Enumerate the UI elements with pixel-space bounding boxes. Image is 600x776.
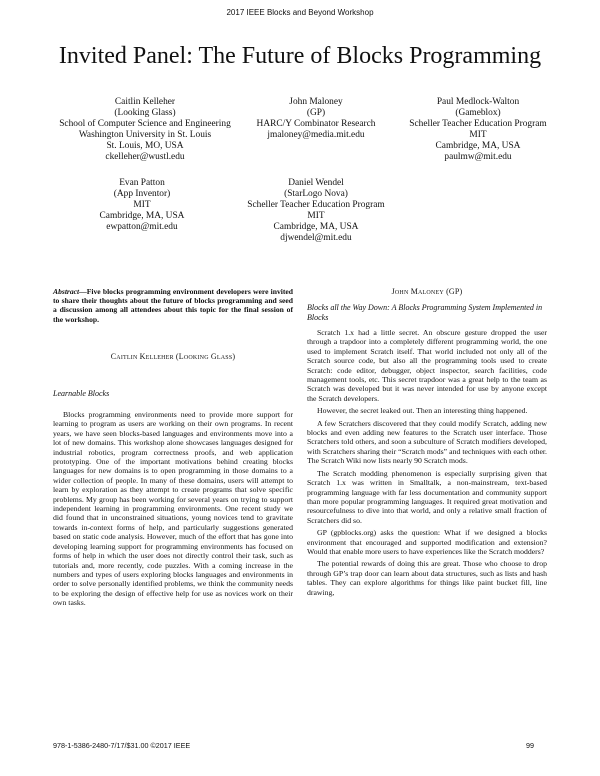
author-name: Evan Patton	[119, 178, 165, 188]
author-line: Scheller Teacher Education Program	[247, 200, 385, 210]
author-line: Cambridge, MA, USA	[273, 222, 359, 232]
author-name: Paul Medlock-Walton	[436, 97, 520, 107]
abstract-lead: Abstract	[53, 287, 80, 296]
author-block	[378, 97, 578, 163]
author-name: Caitlin Kelleher	[114, 97, 176, 107]
paragraph: Scratch 1.x had a little secret. An obscure gesture dropped the user through a trapdoor into a completely different programming world, the one used to implement Scratch itself. That world included not only all of the Scratch source code, but also all the programming tools used to create Scratch: code editor, debugger, object inspector, search facilities, code management tools, etc. This secret trapdoor was a great help to the team as Scratch was developed but it was never intended for use by anyone except the Scratch developers.	[307, 328, 547, 403]
author-line: (Gameblox)	[455, 108, 501, 118]
author-line: HARC/Y Combinator Research	[256, 119, 376, 129]
author-line: St. Louis, MO, USA	[106, 141, 184, 151]
paragraph: A few Scratchers discovered that they could modify Scratch, adding new blocks and even adding new features to the Scratch user interface. Those Scratchers told others, and soon a subculture of Scratch modifiers developed, with Scratchers sharing their “Scratch mods” and techniques with each other. The Scratch Wiki now lists nearly 90 Scratch mods.	[307, 418, 547, 466]
author-email: djwendel@mit.edu	[280, 233, 352, 243]
author-line: Cambridge, MA, USA	[99, 211, 185, 221]
author-name: Daniel Wendel	[288, 178, 344, 188]
author-email: ewpatton@mit.edu	[106, 222, 178, 232]
author-line: (StarLogo Nova)	[284, 189, 348, 199]
conference-header: 2017 IEEE Blocks and Beyond Workshop	[226, 8, 374, 17]
author-line: Scheller Teacher Education Program	[409, 119, 547, 129]
author-line: MIT	[133, 200, 151, 210]
right-column-body	[307, 328, 547, 725]
author-email: jmaloney@media.mit.edu	[267, 130, 365, 140]
left-column-body	[53, 410, 293, 611]
subsection-heading: Blocks all the Way Down: A Blocks Programming System Implemented in Blocks	[307, 303, 543, 322]
author-line: Washington University in St. Louis	[78, 130, 212, 140]
abstract-text: —Five blocks programming environment developers were invited to share their thoughts about the future of blocks programming and seed a discussion among all attendees about this topic for the final session of the workshop.	[53, 287, 293, 324]
author-line: (App Inventor)	[113, 189, 171, 199]
author-line: School of Computer Science and Engineering	[59, 119, 231, 129]
section-heading-maloney: John Maloney (GP)	[391, 287, 463, 296]
copyright-footer: 978-1-5386-2480-7/17/$31.00 ©2017 IEEE	[53, 741, 191, 750]
author-block	[216, 178, 416, 244]
paragraph: However, the secret leaked out. Then an interesting thing happened.	[317, 406, 528, 416]
paragraph: Blocks programming environments need to provide more support for learning to program as users are working on their own programs. In recent years, we have seen blocks-based languages and environments move into a lot of new domains. This workshop alone showcases languages designed for industrial robotics, program correctness proofs, and web application prototyping. One of the important motivations behind creating blocks languages for new domains is to open programming in those domains to a wider collection of people. In many of these domains, users will attempt to learn by exploration as they attempt to create programs that solve specific problems. My group has been working for several years on trying to support independent learning in programming environments. One recent study we did found that in unconstrained situations, young novices tend to gravitate towards in-context forms of help, and particularly suggestions generated based on static code analysis. However, much of the effort that has gone into developing learning support for programming environments has focused on forms of help in which the user does not directly control their task, such as tutorials and, more recently, code puzzles. With a coming increase in the numbers and types of users exploring blocks languages and environments in order to solve personally identified problems, we think the community needs to be exploring the design of effective help for use as novices work on their own tasks.	[53, 410, 293, 608]
page-number: 99	[526, 741, 534, 750]
author-email: ckelleher@wustl.edu	[105, 152, 185, 162]
author-email: paulmw@mit.edu	[444, 152, 512, 162]
abstract	[53, 287, 293, 324]
author-line: (GP)	[306, 108, 326, 118]
author-block	[45, 97, 245, 163]
author-line: Cambridge, MA, USA	[435, 141, 521, 151]
section-heading-kelleher: Caitlin Kelleher (Looking Glass)	[110, 352, 236, 361]
author-block	[62, 178, 222, 233]
paragraph: The Scratch modding phenomenon is especially surprising given that Scratch 1.x was written in Smalltalk, a non-mainstream, text-based programming language with far less documentation and community support than more popular programming languages. It required great motivation and resourcefulness to dive into that world, and only a relative small fraction of Scratchers did so.	[307, 468, 547, 525]
author-line: MIT	[469, 130, 487, 140]
author-line: MIT	[307, 211, 325, 221]
author-line: (Looking Glass)	[114, 108, 176, 118]
paragraph: The potential rewards of doing this are great. Those who choose to drop through GP’s trap door can learn about data structures, such as lists and hash tables. They can explore algorithms for things like paint bucket fill, line drawing,	[307, 559, 547, 597]
subsection-heading: Learnable Blocks	[53, 389, 110, 398]
paper-title: Invited Panel: The Future of Blocks Programming	[58, 43, 542, 69]
author-name: John Maloney	[289, 97, 343, 107]
paragraph: GP (gpblocks.org) asks the question: What if we designed a blocks environment that encouraged and supported modification and extension? Would that enable more users to have experiences like the Scratch modders?	[307, 528, 547, 556]
